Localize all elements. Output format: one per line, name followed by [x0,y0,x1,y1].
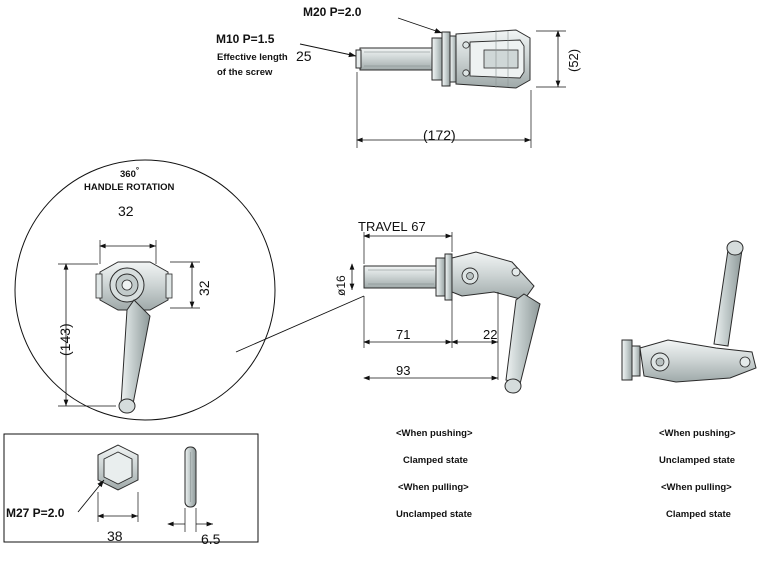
middle-state-push-value: Clamped state [403,455,468,466]
label-dim-172: (172) [423,127,456,143]
right-view-geometry [622,241,756,382]
label-dim-6-5: 6.5 [201,531,221,547]
label-effective-length-line1: Effective length [217,52,288,63]
label-dim-93: 93 [396,363,411,378]
right-state-push-label: <When pushing> [659,428,736,439]
label-dim-22: 22 [483,327,498,342]
detail-box-geometry [4,434,258,542]
label-thread-m20: M20 P=2.0 [303,5,362,19]
label-travel: TRAVEL 67 [358,219,426,234]
label-dim-32-top: 32 [118,203,134,219]
label-effective-length-line2: of the screw [217,67,273,78]
label-diameter-16: ø16 [334,275,348,296]
right-state-push-value: Unclamped state [659,455,736,466]
label-rotation-value: 360° [120,166,140,181]
label-effective-length-value: 25 [296,48,312,64]
right-state-pull-value: Clamped state [666,509,731,520]
label-dim-32-right: 32 [196,280,212,296]
label-thread-m10: M10 P=1.5 [216,32,275,46]
label-dim-52: (52) [566,48,581,72]
label-dim-71: 71 [396,327,411,342]
label-dim-38: 38 [107,528,123,544]
label-handle-rotation: HANDLE ROTATION [84,182,175,193]
circle-view-geometry [15,160,364,420]
right-state-pull-label: <When pulling> [661,482,732,493]
middle-view-geometry [352,232,540,393]
label-thread-m27: M27 P=2.0 [6,506,65,520]
middle-state-pull-label: <When pulling> [398,482,469,493]
middle-state-push-label: <When pushing> [396,428,473,439]
label-dim-143: (143) [57,323,73,356]
middle-state-pull-value: Unclamped state [396,509,473,520]
